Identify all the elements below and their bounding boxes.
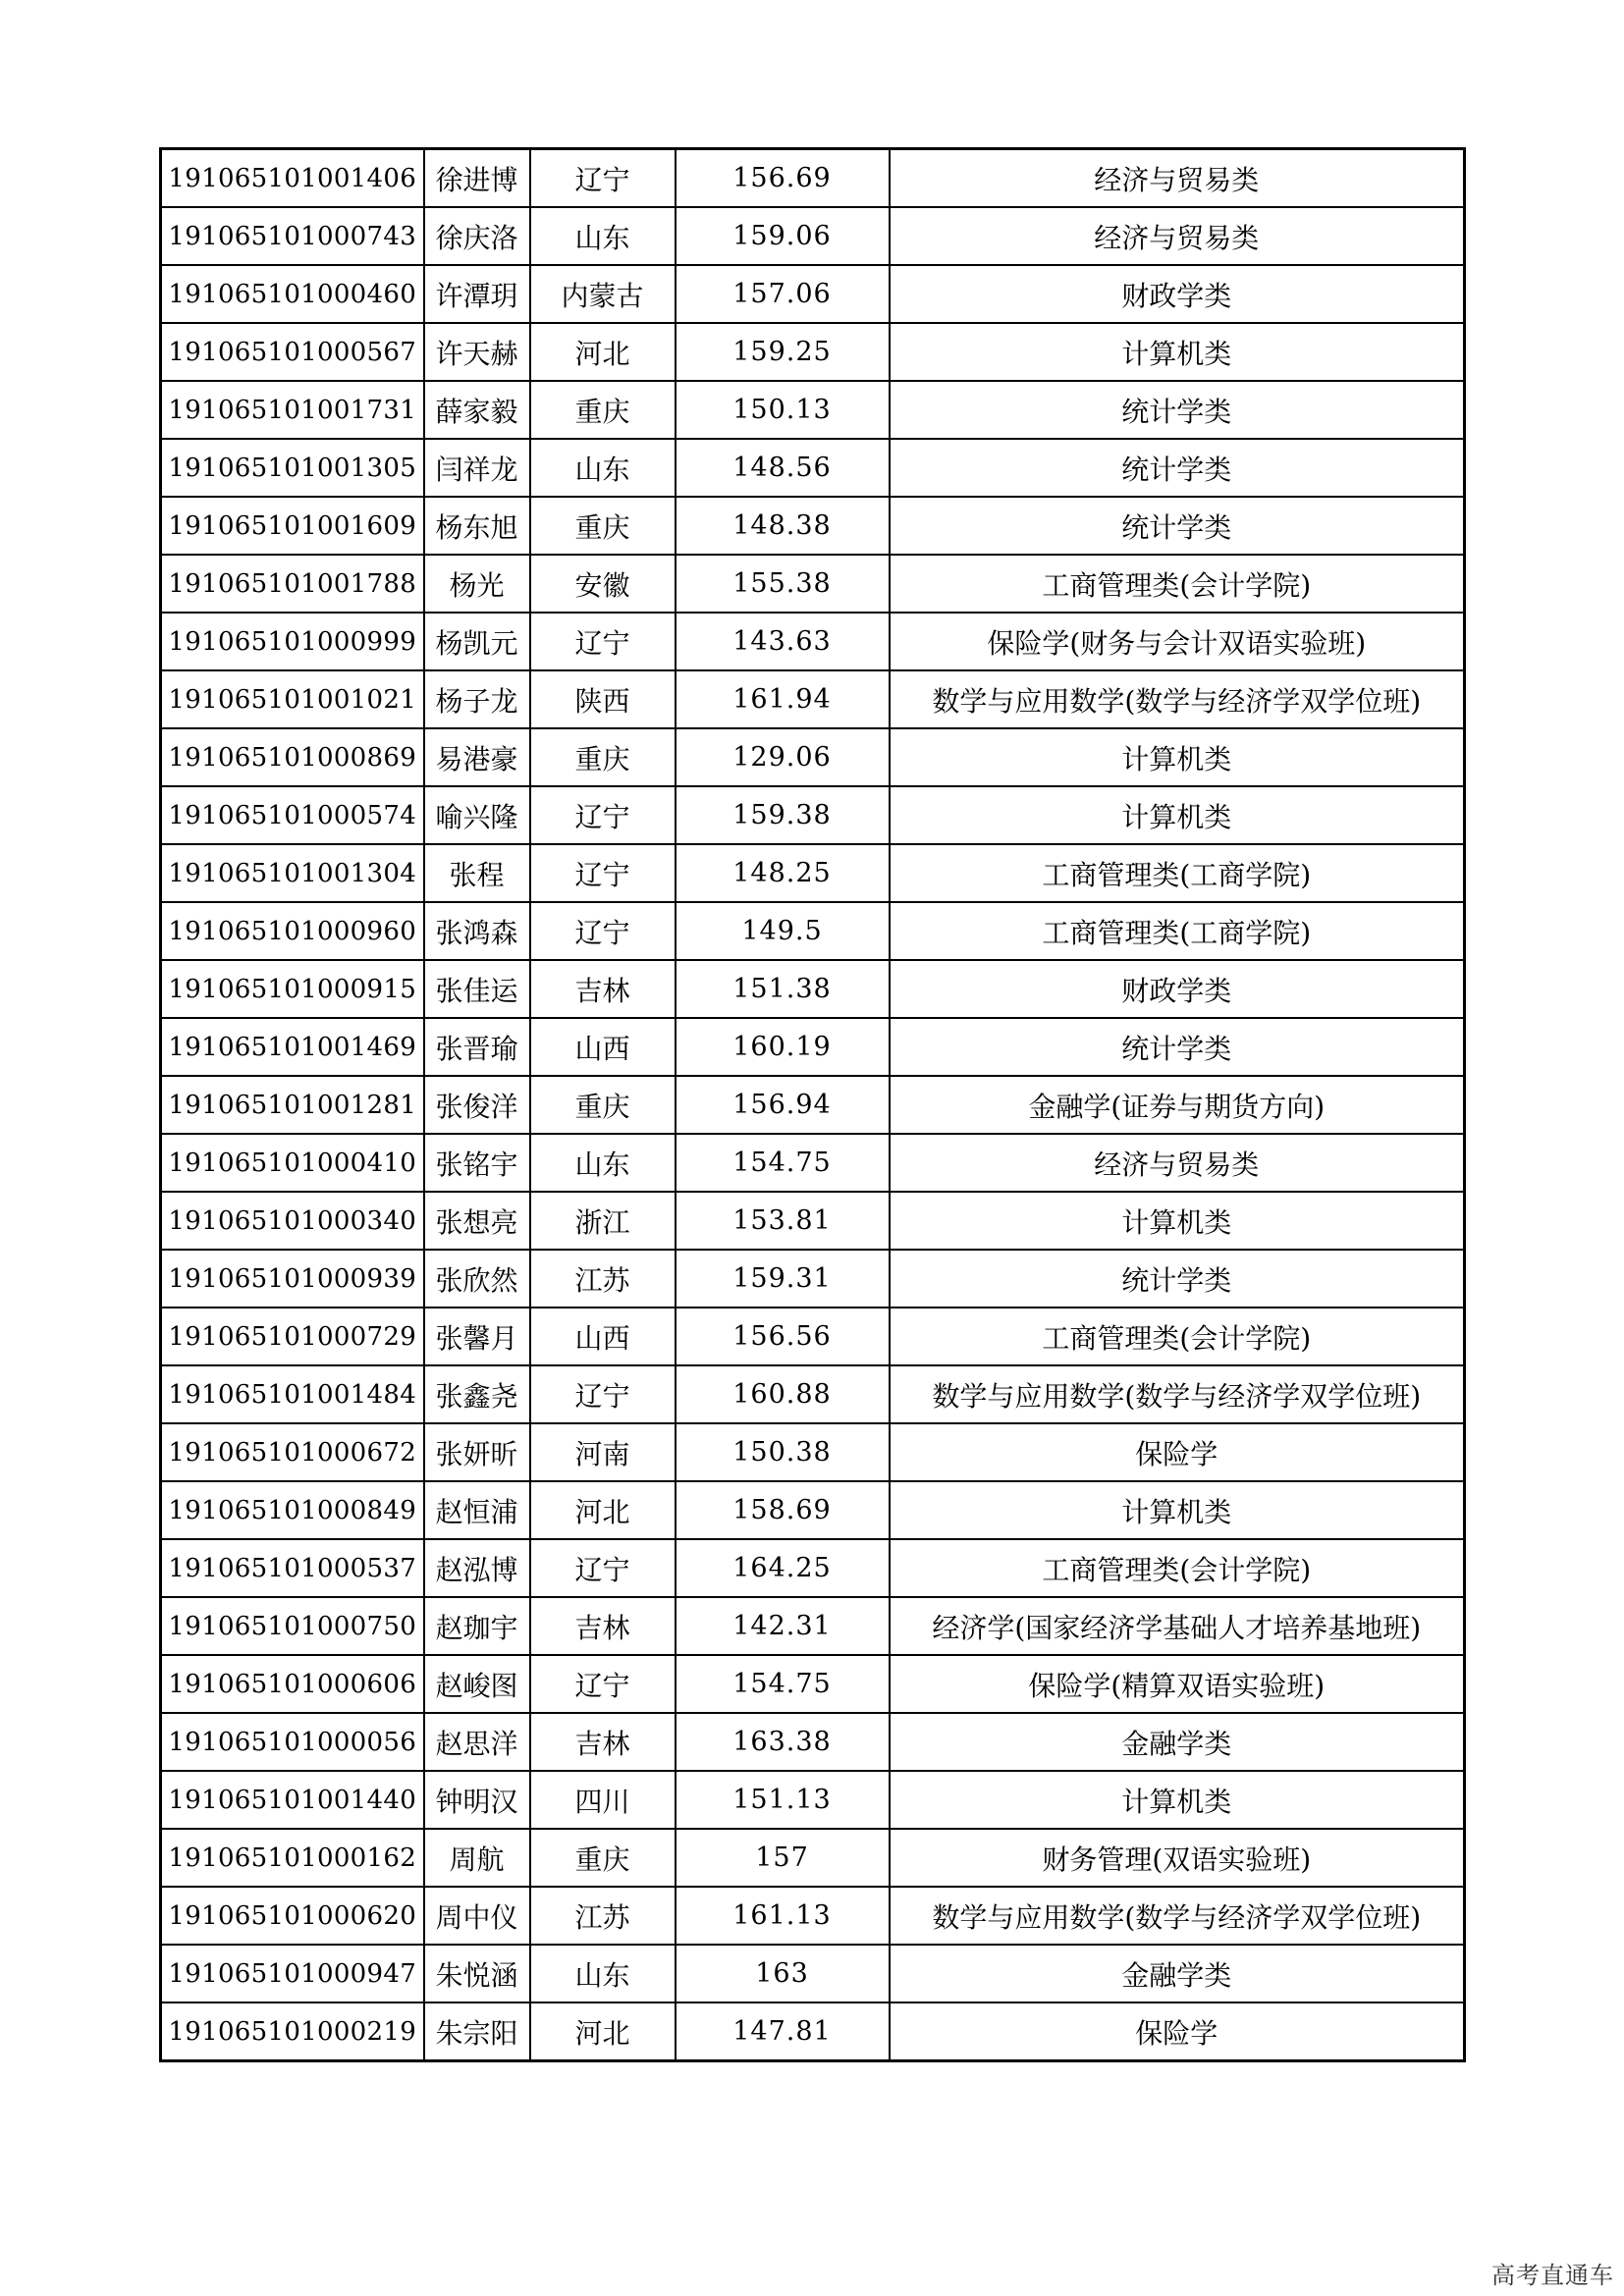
score-cell: 142.31 bbox=[676, 1597, 890, 1655]
score-cell: 143.63 bbox=[676, 613, 890, 670]
major-cell: 计算机类 bbox=[890, 786, 1465, 844]
student-name-cell: 徐进博 bbox=[424, 149, 530, 208]
table-row bbox=[161, 728, 1465, 786]
major-cell: 经济与贸易类 bbox=[890, 149, 1465, 208]
table-row bbox=[161, 1945, 1465, 2002]
province-cell: 辽宁 bbox=[530, 844, 676, 902]
table-row bbox=[161, 381, 1465, 439]
score-cell: 163.38 bbox=[676, 1713, 890, 1771]
student-name-cell: 易港豪 bbox=[424, 728, 530, 786]
table-row bbox=[161, 497, 1465, 555]
score-cell: 161.94 bbox=[676, 670, 890, 728]
score-cell: 150.38 bbox=[676, 1423, 890, 1481]
province-cell: 山东 bbox=[530, 1945, 676, 2002]
major-cell: 工商管理类(会计学院) bbox=[890, 1308, 1465, 1365]
table-row bbox=[161, 1250, 1465, 1308]
province-cell: 吉林 bbox=[530, 1597, 676, 1655]
candidate-id-cell: 191065101000574 bbox=[161, 786, 424, 844]
province-cell: 陕西 bbox=[530, 670, 676, 728]
candidate-id-cell: 191065101000606 bbox=[161, 1655, 424, 1713]
candidate-id-cell: 191065101000999 bbox=[161, 613, 424, 670]
score-cell: 156.56 bbox=[676, 1308, 890, 1365]
score-cell: 159.25 bbox=[676, 323, 890, 381]
major-cell: 统计学类 bbox=[890, 1018, 1465, 1076]
score-cell: 163 bbox=[676, 1945, 890, 2002]
score-cell: 160.88 bbox=[676, 1365, 890, 1423]
score-cell: 154.75 bbox=[676, 1134, 890, 1192]
score-cell: 154.75 bbox=[676, 1655, 890, 1713]
province-cell: 山东 bbox=[530, 1134, 676, 1192]
roster-body bbox=[161, 149, 1465, 2061]
student-name-cell: 赵思洋 bbox=[424, 1713, 530, 1771]
score-cell: 148.56 bbox=[676, 439, 890, 497]
major-cell: 统计学类 bbox=[890, 381, 1465, 439]
candidate-id-cell: 191065101001469 bbox=[161, 1018, 424, 1076]
major-cell: 工商管理类(会计学院) bbox=[890, 1539, 1465, 1597]
table-row bbox=[161, 323, 1465, 381]
province-cell: 浙江 bbox=[530, 1192, 676, 1250]
student-name-cell: 钟明汉 bbox=[424, 1771, 530, 1829]
table-row bbox=[161, 902, 1465, 960]
table-row bbox=[161, 613, 1465, 670]
student-name-cell: 张想亮 bbox=[424, 1192, 530, 1250]
candidate-id-cell: 191065101000869 bbox=[161, 728, 424, 786]
score-cell: 151.13 bbox=[676, 1771, 890, 1829]
province-cell: 四川 bbox=[530, 1771, 676, 1829]
candidate-id-cell: 191065101001609 bbox=[161, 497, 424, 555]
table-row bbox=[161, 1597, 1465, 1655]
province-cell: 辽宁 bbox=[530, 1365, 676, 1423]
major-cell: 财务管理(双语实验班) bbox=[890, 1829, 1465, 1887]
candidate-id-cell: 191065101000460 bbox=[161, 265, 424, 323]
province-cell: 河北 bbox=[530, 323, 676, 381]
score-cell: 164.25 bbox=[676, 1539, 890, 1597]
student-name-cell: 薛家毅 bbox=[424, 381, 530, 439]
major-cell: 计算机类 bbox=[890, 323, 1465, 381]
table-row bbox=[161, 2002, 1465, 2061]
major-cell: 计算机类 bbox=[890, 1481, 1465, 1539]
candidate-id-cell: 191065101000743 bbox=[161, 207, 424, 265]
table-row bbox=[161, 265, 1465, 323]
student-name-cell: 朱宗阳 bbox=[424, 2002, 530, 2061]
province-cell: 山东 bbox=[530, 207, 676, 265]
table-row bbox=[161, 844, 1465, 902]
province-cell: 内蒙古 bbox=[530, 265, 676, 323]
major-cell: 经济与贸易类 bbox=[890, 1134, 1465, 1192]
score-cell: 161.13 bbox=[676, 1887, 890, 1945]
province-cell: 江苏 bbox=[530, 1887, 676, 1945]
score-cell: 159.31 bbox=[676, 1250, 890, 1308]
province-cell: 河北 bbox=[530, 2002, 676, 2061]
province-cell: 辽宁 bbox=[530, 902, 676, 960]
score-cell: 153.81 bbox=[676, 1192, 890, 1250]
student-name-cell: 张鑫尧 bbox=[424, 1365, 530, 1423]
major-cell: 统计学类 bbox=[890, 497, 1465, 555]
score-cell: 157.06 bbox=[676, 265, 890, 323]
score-cell: 147.81 bbox=[676, 2002, 890, 2061]
candidate-id-cell: 191065101001305 bbox=[161, 439, 424, 497]
major-cell: 计算机类 bbox=[890, 728, 1465, 786]
candidate-id-cell: 191065101001304 bbox=[161, 844, 424, 902]
major-cell: 统计学类 bbox=[890, 439, 1465, 497]
table-row bbox=[161, 1481, 1465, 1539]
major-cell: 金融学类 bbox=[890, 1713, 1465, 1771]
province-cell: 辽宁 bbox=[530, 613, 676, 670]
major-cell: 工商管理类(工商学院) bbox=[890, 844, 1465, 902]
candidate-id-cell: 191065101000567 bbox=[161, 323, 424, 381]
province-cell: 重庆 bbox=[530, 381, 676, 439]
candidate-id-cell: 191065101000939 bbox=[161, 1250, 424, 1308]
province-cell: 河北 bbox=[530, 1481, 676, 1539]
table-row bbox=[161, 786, 1465, 844]
candidate-id-cell: 191065101000340 bbox=[161, 1192, 424, 1250]
province-cell: 辽宁 bbox=[530, 1655, 676, 1713]
province-cell: 重庆 bbox=[530, 497, 676, 555]
province-cell: 河南 bbox=[530, 1423, 676, 1481]
province-cell: 重庆 bbox=[530, 728, 676, 786]
student-name-cell: 张晋瑜 bbox=[424, 1018, 530, 1076]
score-cell: 158.69 bbox=[676, 1481, 890, 1539]
table-row bbox=[161, 1134, 1465, 1192]
table-row bbox=[161, 670, 1465, 728]
candidate-id-cell: 191065101001731 bbox=[161, 381, 424, 439]
major-cell: 经济学(国家经济学基础人才培养基地班) bbox=[890, 1597, 1465, 1655]
student-name-cell: 喻兴隆 bbox=[424, 786, 530, 844]
candidate-id-cell: 191065101001440 bbox=[161, 1771, 424, 1829]
candidate-id-cell: 191065101000620 bbox=[161, 1887, 424, 1945]
table-row bbox=[161, 1365, 1465, 1423]
student-name-cell: 张欣然 bbox=[424, 1250, 530, 1308]
major-cell: 经济与贸易类 bbox=[890, 207, 1465, 265]
student-name-cell: 闫祥龙 bbox=[424, 439, 530, 497]
major-cell: 工商管理类(会计学院) bbox=[890, 555, 1465, 613]
score-cell: 156.69 bbox=[676, 149, 890, 208]
major-cell: 金融学(证券与期货方向) bbox=[890, 1076, 1465, 1134]
major-cell: 保险学 bbox=[890, 2002, 1465, 2061]
student-name-cell: 许天赫 bbox=[424, 323, 530, 381]
student-name-cell: 张铭宇 bbox=[424, 1134, 530, 1192]
score-cell: 129.06 bbox=[676, 728, 890, 786]
table-row bbox=[161, 1771, 1465, 1829]
score-cell: 148.25 bbox=[676, 844, 890, 902]
table-row bbox=[161, 1308, 1465, 1365]
province-cell: 安徽 bbox=[530, 555, 676, 613]
score-cell: 148.38 bbox=[676, 497, 890, 555]
table-row bbox=[161, 149, 1465, 208]
candidate-id-cell: 191065101000672 bbox=[161, 1423, 424, 1481]
student-name-cell: 张鸿森 bbox=[424, 902, 530, 960]
table-row bbox=[161, 1192, 1465, 1250]
student-name-cell: 赵峻图 bbox=[424, 1655, 530, 1713]
student-name-cell: 赵恒浦 bbox=[424, 1481, 530, 1539]
province-cell: 重庆 bbox=[530, 1076, 676, 1134]
table-row bbox=[161, 1018, 1465, 1076]
student-name-cell: 杨东旭 bbox=[424, 497, 530, 555]
student-name-cell: 杨凯元 bbox=[424, 613, 530, 670]
province-cell: 吉林 bbox=[530, 1713, 676, 1771]
candidate-id-cell: 191065101000729 bbox=[161, 1308, 424, 1365]
candidate-id-cell: 191065101000849 bbox=[161, 1481, 424, 1539]
score-cell: 160.19 bbox=[676, 1018, 890, 1076]
score-cell: 151.38 bbox=[676, 960, 890, 1018]
province-cell: 山西 bbox=[530, 1018, 676, 1076]
student-name-cell: 杨子龙 bbox=[424, 670, 530, 728]
candidate-id-cell: 191065101001788 bbox=[161, 555, 424, 613]
student-name-cell: 赵泓博 bbox=[424, 1539, 530, 1597]
candidate-id-cell: 191065101000219 bbox=[161, 2002, 424, 2061]
major-cell: 保险学(精算双语实验班) bbox=[890, 1655, 1465, 1713]
student-name-cell: 周中仪 bbox=[424, 1887, 530, 1945]
table-row bbox=[161, 555, 1465, 613]
major-cell: 数学与应用数学(数学与经济学双学位班) bbox=[890, 1365, 1465, 1423]
major-cell: 保险学 bbox=[890, 1423, 1465, 1481]
candidate-id-cell: 191065101000056 bbox=[161, 1713, 424, 1771]
candidate-id-cell: 191065101001484 bbox=[161, 1365, 424, 1423]
score-cell: 156.94 bbox=[676, 1076, 890, 1134]
table-row bbox=[161, 1539, 1465, 1597]
table-row bbox=[161, 1423, 1465, 1481]
watermark-logo: 高考直通车 bbox=[1491, 2262, 1614, 2289]
major-cell: 统计学类 bbox=[890, 1250, 1465, 1308]
table-row bbox=[161, 439, 1465, 497]
province-cell: 吉林 bbox=[530, 960, 676, 1018]
candidate-id-cell: 191065101000915 bbox=[161, 960, 424, 1018]
student-name-cell: 赵珈宇 bbox=[424, 1597, 530, 1655]
student-name-cell: 杨光 bbox=[424, 555, 530, 613]
province-cell: 江苏 bbox=[530, 1250, 676, 1308]
student-name-cell: 许潭玥 bbox=[424, 265, 530, 323]
table-row bbox=[161, 1655, 1465, 1713]
score-cell: 159.38 bbox=[676, 786, 890, 844]
score-cell: 157 bbox=[676, 1829, 890, 1887]
table-row bbox=[161, 1887, 1465, 1945]
student-name-cell: 张俊洋 bbox=[424, 1076, 530, 1134]
province-cell: 重庆 bbox=[530, 1829, 676, 1887]
province-cell: 辽宁 bbox=[530, 1539, 676, 1597]
major-cell: 财政学类 bbox=[890, 265, 1465, 323]
table-row bbox=[161, 960, 1465, 1018]
table-row bbox=[161, 1076, 1465, 1134]
student-name-cell: 张馨月 bbox=[424, 1308, 530, 1365]
candidate-id-cell: 191065101001281 bbox=[161, 1076, 424, 1134]
major-cell: 计算机类 bbox=[890, 1192, 1465, 1250]
candidate-id-cell: 191065101000750 bbox=[161, 1597, 424, 1655]
table-row bbox=[161, 1829, 1465, 1887]
student-name-cell: 张程 bbox=[424, 844, 530, 902]
candidate-id-cell: 191065101000947 bbox=[161, 1945, 424, 2002]
student-name-cell: 徐庆洛 bbox=[424, 207, 530, 265]
candidate-id-cell: 191065101001021 bbox=[161, 670, 424, 728]
major-cell: 保险学(财务与会计双语实验班) bbox=[890, 613, 1465, 670]
candidate-id-cell: 191065101000960 bbox=[161, 902, 424, 960]
major-cell: 工商管理类(工商学院) bbox=[890, 902, 1465, 960]
province-cell: 山西 bbox=[530, 1308, 676, 1365]
major-cell: 数学与应用数学(数学与经济学双学位班) bbox=[890, 1887, 1465, 1945]
major-cell: 金融学类 bbox=[890, 1945, 1465, 2002]
major-cell: 财政学类 bbox=[890, 960, 1465, 1018]
candidate-id-cell: 191065101000162 bbox=[161, 1829, 424, 1887]
candidate-id-cell: 191065101000537 bbox=[161, 1539, 424, 1597]
student-name-cell: 张妍昕 bbox=[424, 1423, 530, 1481]
major-cell: 计算机类 bbox=[890, 1771, 1465, 1829]
admission-roster-table bbox=[159, 147, 1466, 2062]
province-cell: 辽宁 bbox=[530, 786, 676, 844]
student-name-cell: 朱悦涵 bbox=[424, 1945, 530, 2002]
score-cell: 155.38 bbox=[676, 555, 890, 613]
table-row bbox=[161, 207, 1465, 265]
score-cell: 149.5 bbox=[676, 902, 890, 960]
student-name-cell: 张佳运 bbox=[424, 960, 530, 1018]
score-cell: 159.06 bbox=[676, 207, 890, 265]
candidate-id-cell: 191065101000410 bbox=[161, 1134, 424, 1192]
province-cell: 山东 bbox=[530, 439, 676, 497]
table-row bbox=[161, 1713, 1465, 1771]
candidate-id-cell: 191065101001406 bbox=[161, 149, 424, 208]
province-cell: 辽宁 bbox=[530, 149, 676, 208]
student-name-cell: 周航 bbox=[424, 1829, 530, 1887]
score-cell: 150.13 bbox=[676, 381, 890, 439]
major-cell: 数学与应用数学(数学与经济学双学位班) bbox=[890, 670, 1465, 728]
